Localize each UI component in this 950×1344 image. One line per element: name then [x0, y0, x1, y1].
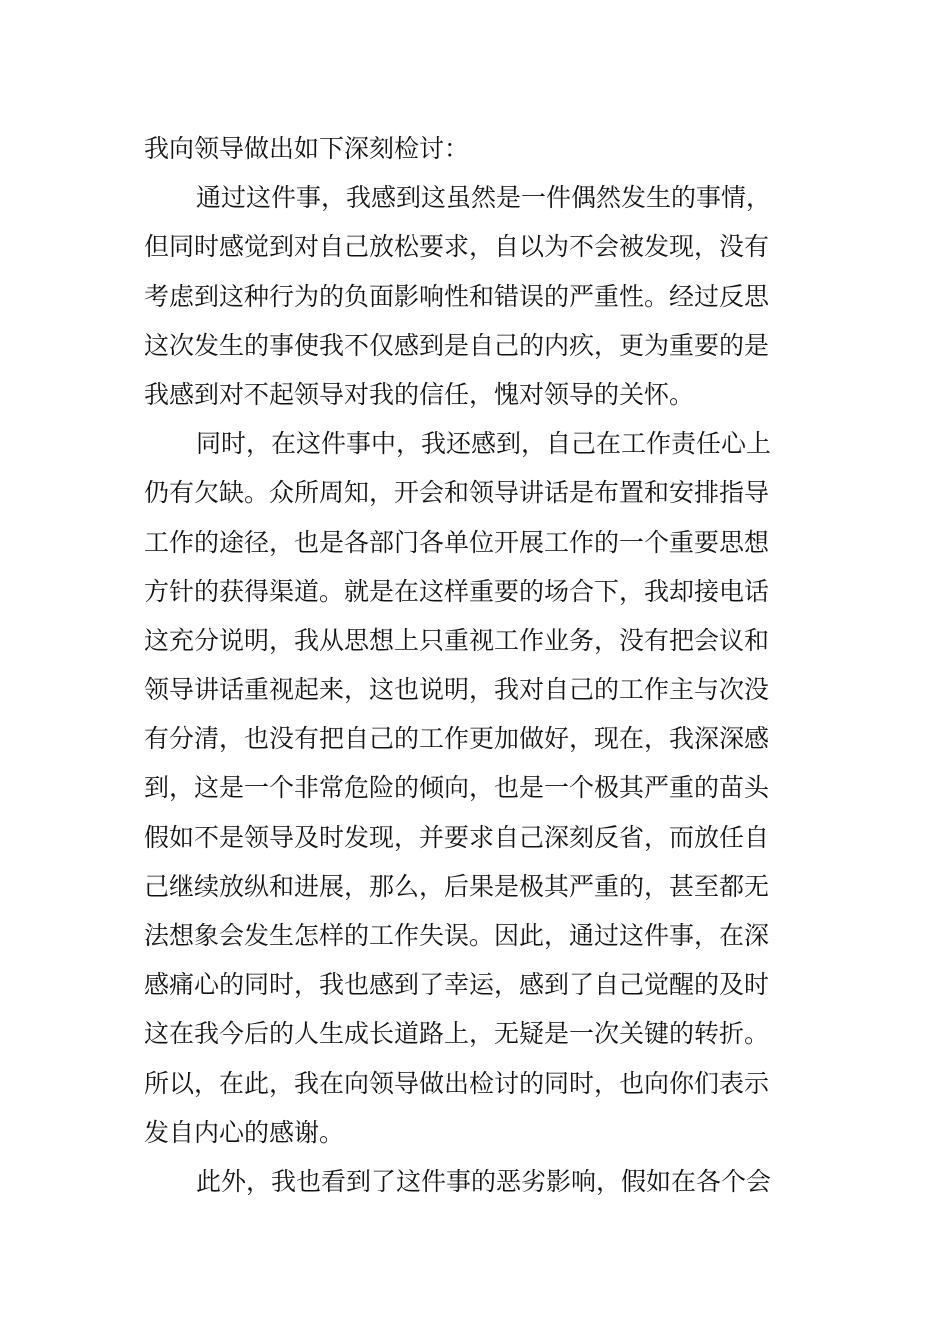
text-line: 考虑到这种行为的负面影响性和错误的严重性。经过反思 — [144, 281, 770, 311]
text-line: 有分清，也没有把自己的工作更加做好，现在，我深深感 — [144, 724, 770, 754]
paragraph-start-line: 同时，在这件事中，我还感到，自己在工作责任心上 — [196, 429, 772, 459]
text-line: 己继续放纵和进展，那么，后果是极其严重的，甚至都无 — [144, 871, 770, 901]
text-line: 仍有欠缺。众所周知，开会和领导讲话是布置和安排指导 — [144, 478, 770, 508]
text-line: 这次发生的事使我不仅感到是自己的内疚，更为重要的是 — [144, 330, 770, 360]
text-line: 到，这是一个非常危险的倾向，也是一个极其严重的苗头 — [144, 773, 770, 803]
text-line: 假如不是领导及时发现，并要求自己深刻反省，而放任自 — [144, 822, 770, 852]
text-line: 方针的获得渠道。就是在这样重要的场合下，我却接电话 — [144, 576, 770, 606]
text-line: 这充分说明，我从思想上只重视工作业务，没有把会议和 — [144, 625, 770, 655]
text-line: 法想象会发生怎样的工作失误。因此，通过这件事，在深 — [144, 921, 770, 950]
text-line: 领导讲话重视起来，这也说明，我对自己的工作主与次没 — [144, 675, 770, 705]
paragraph-start-line: 通过这件事，我感到这虽然是一件偶然发生的事情， — [196, 183, 772, 213]
text-line: 工作的途径，也是各部门各单位开展工作的一个重要思想 — [144, 527, 770, 557]
text-line: 所以，在此，我在向领导做出检讨的同时，也向你们表示 — [144, 1068, 770, 1098]
text-line: 这在我今后的人生成长道路上，无疑是一次关键的转折。 — [144, 1019, 770, 1049]
paragraph-start-line: 此外，我也看到了这件事的恶劣影响，假如在各个会 — [196, 1166, 772, 1196]
text-line: 我感到对不起领导对我的信任，愧对领导的关怀。 — [144, 379, 695, 409]
text-line: 发自内心的感谢。 — [144, 1117, 345, 1147]
document-body — [144, 124, 806, 1206]
text-line: 我向领导做出如下深刻检讨： — [144, 134, 470, 163]
text-line: 但同时感觉到对自己放松要求，自以为不会被发现，没有 — [144, 232, 770, 262]
text-line: 感痛心的同时，我也感到了幸运，感到了自己觉醒的及时 — [144, 970, 770, 1000]
